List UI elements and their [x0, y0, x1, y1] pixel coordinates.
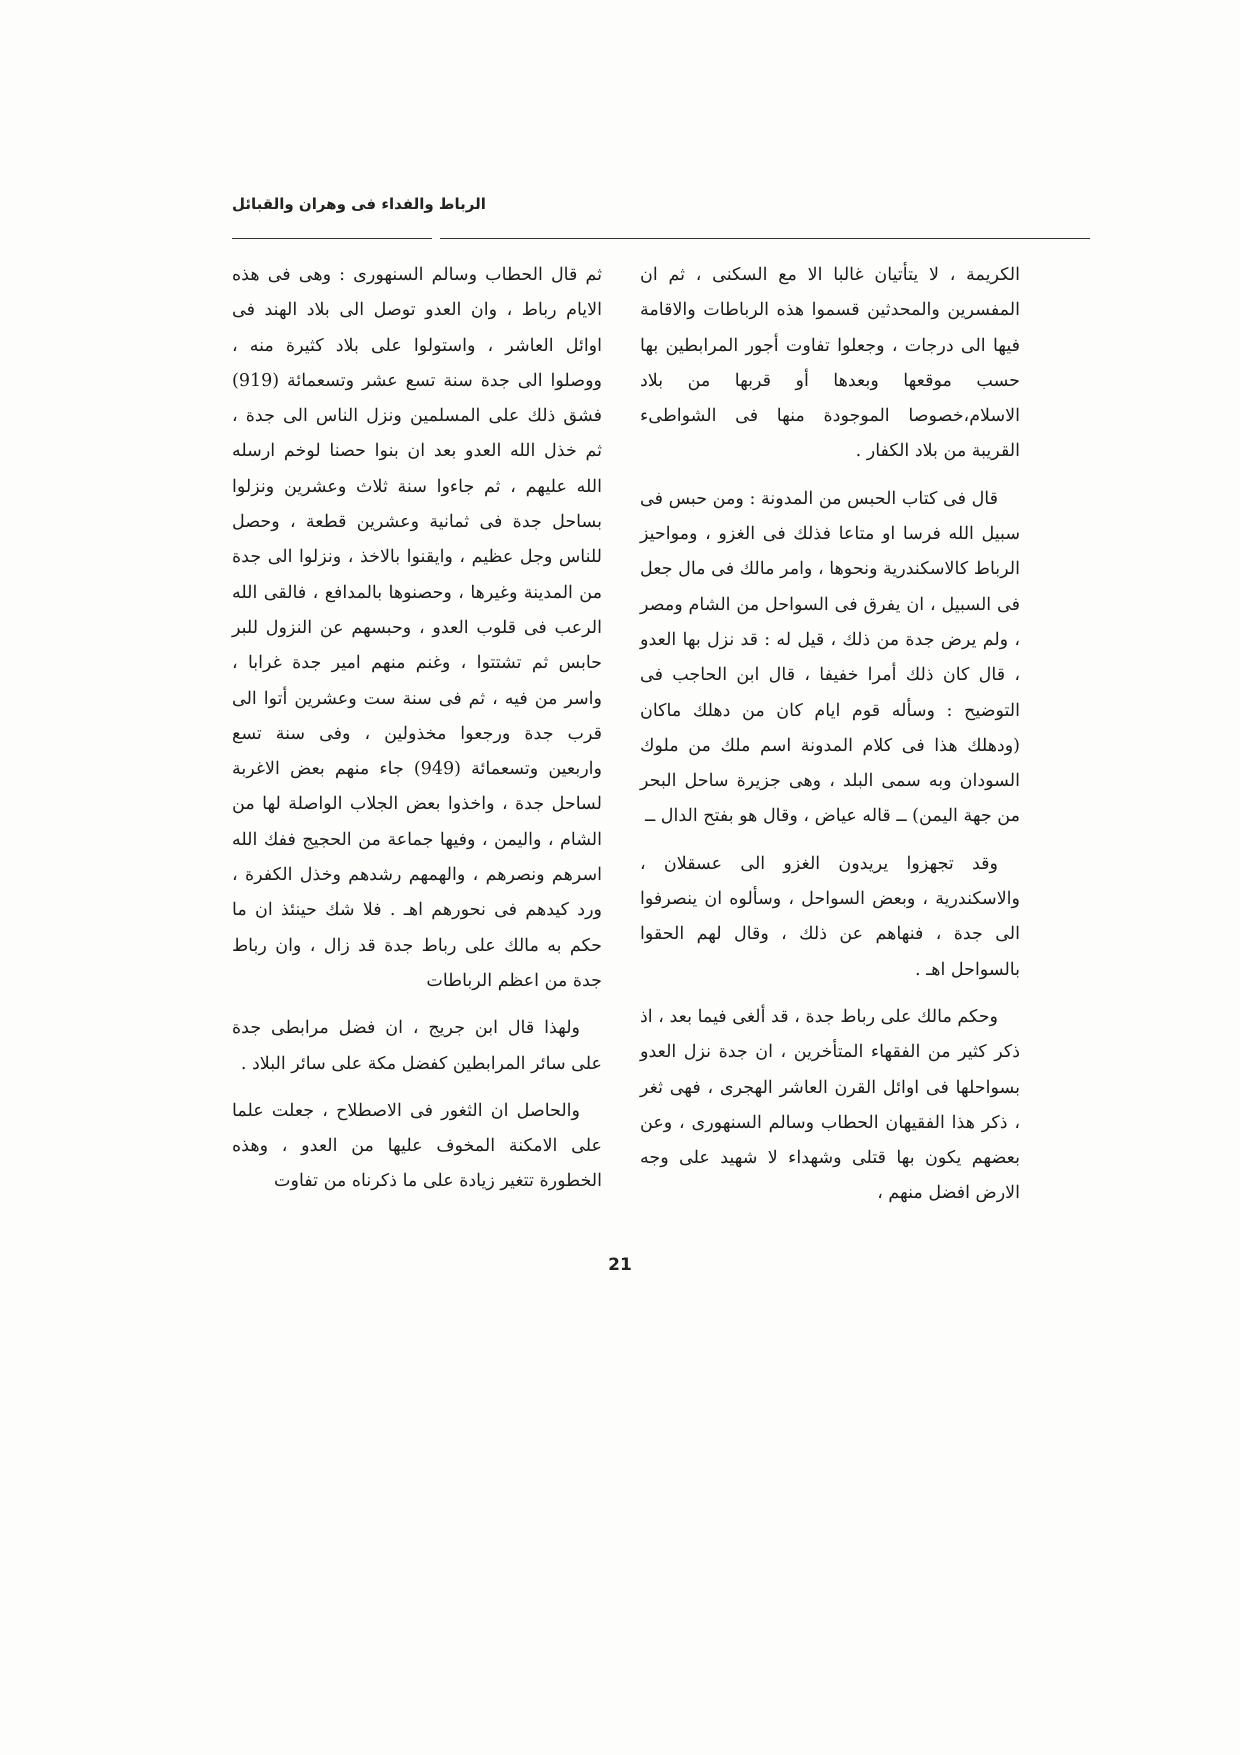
header-rule-right — [440, 238, 1090, 239]
right-paragraph-3: وقد تجهزوا يريدون الغزو الى عسقلان ، والاسكندرية ، وبعض السواحل ، وسألوه ان ينصرفوا الى جدة ، فنهاهم عن ذلك ، وقال لهم الحقوا بالسواحل اهـ . — [640, 853, 1020, 980]
right-paragraph-1: الكريمة ، لا يتأتيان غالبا الا مع السكنى ، ثم ان المفسرين والمحدثين قسموا هذه الرباطات والاقامة فيها الى درجات ، وجعلوا تفاوت أجور المرابطين بها حسب موقعها وبعدها أو قربها من بلاد الاسلام،خصوصا الموجودة منها فى الشواطىء القريبة من بلاد الكفار . — [640, 265, 1020, 462]
right-paragraph-4: وحكم مالك على رباط جدة ، قد ألغى فيما بعد ، اذ ذكر كثير من الفقهاء المتأخرين ، ان جدة نزل العدو بسواحلها فى اوائل القرن العاشر الهجرى ، فهى ثغر ، ذكر هذا الفقيهان الحطاب وسالم السنهورى ، وعن بعضهم يكون بها قتلى وشهداء لا شهيد على وجه الارض افضل منهم ، — [640, 1006, 1020, 1204]
page-number: 21 — [608, 1255, 632, 1275]
left-paragraph-1: ثم قال الحطاب وسالم السنهورى : وهى فى هذه الايام رباط ، وان العدو توصل الى بلاد الهند فى اوائل العاشر ، واستولوا على بلاد كثيرة منه ، ووصلوا الى جدة سنة تسع عشر وتسعمائة (919) فشق ذلك على المسلمين ونزل الناس الى جدة ، ثم خذل الله العدو بعد ان بنوا حصنا لوخم ارسله الله عليهم ، ثم جاءوا سنة ثلاث وعشرين ونزلوا بساحل جدة فى ثمانية وعشرين قطعة ، وحصل للناس وجل عظيم ، وايقنوا بالاخذ ، ونزلوا الى جدة من المدينة وغيرها ، وحصنوها بالمدافع ، فالقى الله الرعب فى قلوب العدو ، وحبسهم عن النزول للبر حابس ثم تشتتوا ، وغنم منهم امير جدة غرابا ، واسر من فيه ، ثم فى سنة ست وعشرين أتوا الى قرب جدة ورجعوا مخذولين ، وفى سنة تسع واربعين وتسعمائة (949) جاء منهم بعض الاغربة لساحل جدة ، واخذوا بعض الجلاب الواصلة لها من الشام ، واليمن ، وفيها جماعة من الحجيج ففك الله اسرهم ونصرهم ، والهمهم رشدهم وخذل الكفرة ، ورد كيدهم فى نحورهم اهـ . فلا شك حينئذ ان ما حكم به مالك على رباط جدة قد زال ، وان رباط جدة من اعظم الرباطات — [232, 265, 602, 991]
left-paragraph-3: والحاصل ان الثغور فى الاصطلاح ، جعلت علما على الامكنة المخوف عليها من العدو ، وهذه الخطورة تتغير زيادة على ما ذكرناه من تفاوت — [232, 1100, 602, 1192]
running-head: الرباط والفداء فى وهران والقبائل — [232, 195, 486, 213]
right-text-column — [640, 258, 1020, 1224]
left-text-column — [232, 258, 602, 1212]
header-rule-left — [232, 238, 432, 239]
right-paragraph-2: قال فى كتاب الحبس من المدونة : ومن حبس فى سبيل الله فرسا او متاعا فذلك فى الغزو ، ومواحيز الرباط كالاسكندرية ونحوها ، وامر مالك فى مال جعل فى السبيل ، ان يفرق فى السواحل من الشام ومصر ، ولم يرض جدة من ذلك ، قيل له : قد نزل بها العدو ، قال كان ذلك أمرا خفيفا ، قال ابن الحاجب فى التوضيح : وسأله قوم ايام كان من دهلك ماكان (ودهلك هذا فى كلام المدونة اسم ملك من ملوك السودان وبه سمى البلد ، وهى جزيرة ساحل البحر من جهة اليمن) ــ قاله عياض ، وقال هو بفتح الدال ــ — [640, 488, 1020, 827]
left-paragraph-2: ولهذا قال ابن جريج ، ان فضل مرابطى جدة على سائر المرابطين كفضل مكة على سائر البلاد . — [232, 1018, 602, 1074]
